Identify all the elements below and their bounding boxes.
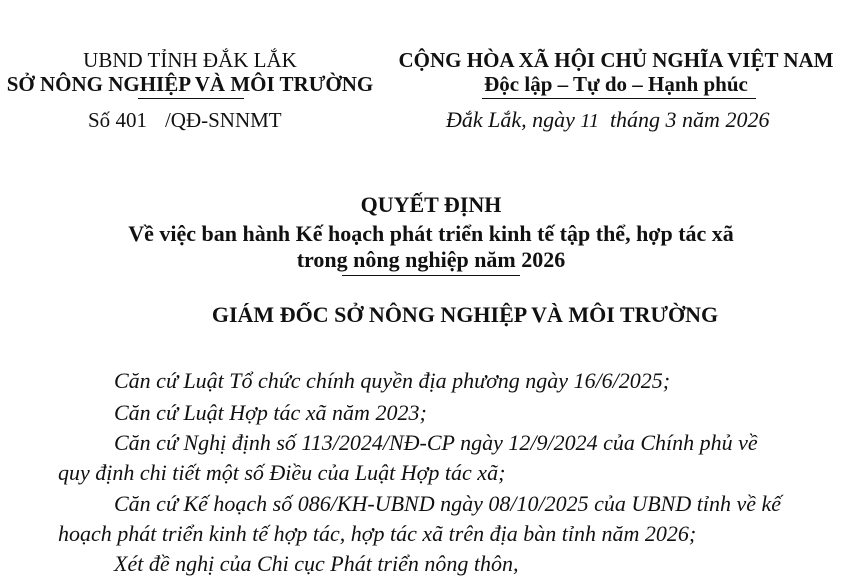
date-prefix: Đắk Lắk, ngày	[446, 107, 575, 132]
subject-underline	[342, 275, 520, 276]
national-title: CỘNG HÒA XÃ HỘI CHỦ NGHĨA VIỆT NAM	[398, 48, 834, 72]
decision-title: QUYẾT ĐỊNH	[360, 192, 502, 217]
issuing-authority: GIÁM ĐỐC SỞ NÔNG NGHIỆP VÀ MÔI TRƯỜNG	[211, 302, 719, 327]
legal-basis-3-line-2: quy định chi tiết một số Điều của Luật Hợp tác xã;	[58, 460, 506, 485]
document-number-value: 401	[115, 108, 147, 132]
issuer-underline	[138, 98, 244, 99]
date-suffix: tháng 3 năm 2026	[609, 107, 770, 132]
legal-basis-4-line-1: Căn cứ Kế hoạch số 086/KH-UBND ngày 08/10/2025 của UBND tỉnh về kế	[114, 491, 782, 516]
document-number-suffix: /QĐ-SNNMT	[164, 108, 282, 132]
place-and-date	[446, 107, 769, 133]
document-number	[88, 108, 282, 133]
legal-basis-2: Căn cứ Luật Hợp tác xã năm 2023;	[114, 400, 427, 425]
motto-underline	[482, 98, 756, 99]
legal-basis-1: Căn cứ Luật Tổ chức chính quyền địa phương ngày 16/6/2025;	[114, 368, 671, 393]
issuer-parent-agency: UBND TỈNH ĐẮK LẮK	[83, 48, 297, 72]
date-day: 11	[580, 110, 599, 132]
national-motto: Độc lập – Tự do – Hạnh phúc	[484, 72, 748, 96]
document-number-prefix: Số	[88, 108, 111, 132]
legal-basis-4-line-2: hoạch phát triển kinh tế hợp tác, hợp tác xã trên địa bàn tỉnh năm 2026;	[58, 521, 697, 546]
proposal-basis: Xét đề nghị của Chi cục Phát triển nông thôn,	[114, 551, 519, 576]
decision-subject-line-1: Về việc ban hành Kế hoạch phát triển kinh tế tập thể, hợp tác xã	[128, 221, 734, 246]
issuer-department: SỞ NÔNG NGHIỆP VÀ MÔI TRƯỜNG	[6, 72, 374, 96]
legal-basis-3-line-1: Căn cứ Nghị định số 113/2024/NĐ-CP ngày 12/9/2024 của Chính phủ về	[114, 430, 758, 455]
decision-subject-line-2: trong nông nghiệp năm 2026	[296, 247, 566, 272]
